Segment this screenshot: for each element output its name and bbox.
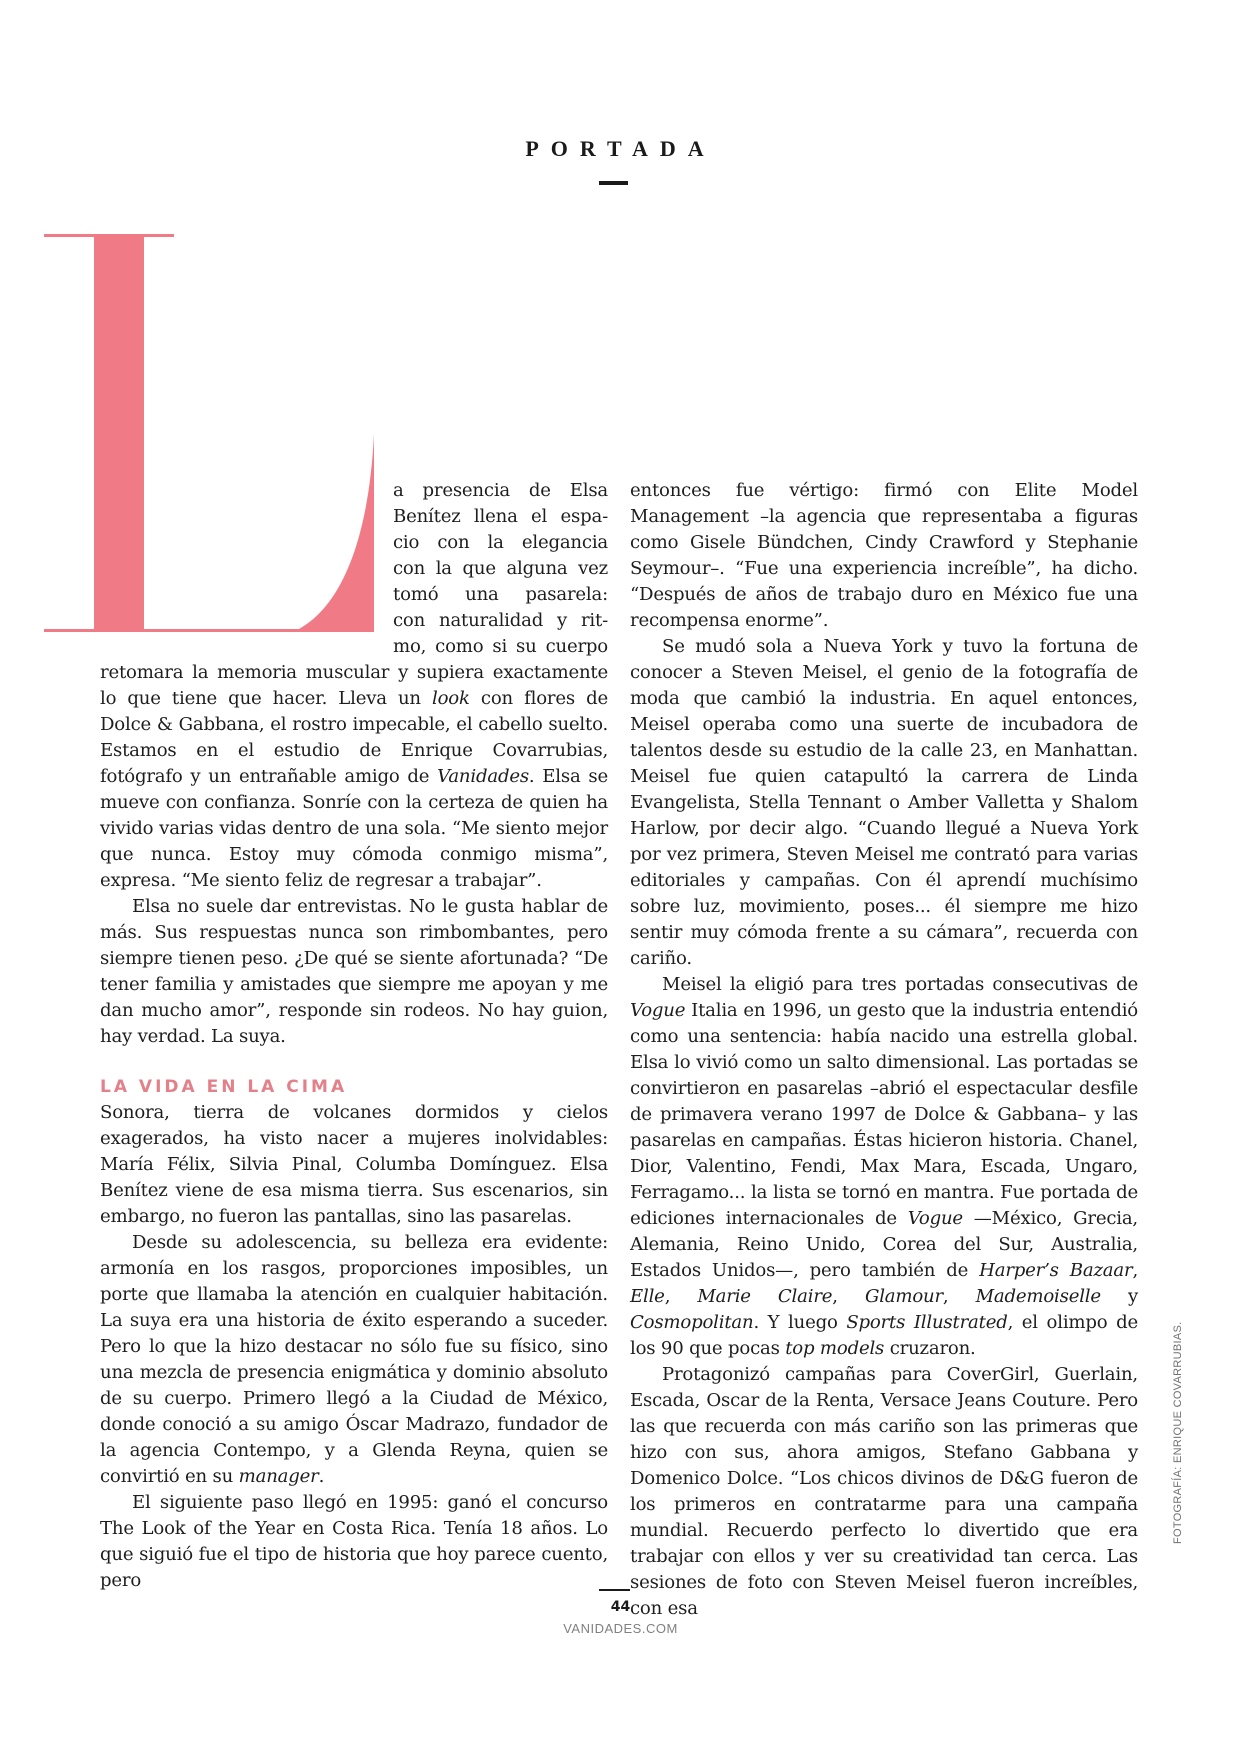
subhead: LA VIDA EN LA CIMA	[100, 1077, 348, 1097]
lead-line: mo, como si su cuerpo	[393, 636, 608, 657]
paragraph: Se mudó sola a Nueva York y tuvo la fortuna de conocer a Steven Meisel, el genio de la fotografía de moda que cambió la industria. En aquel entonces, Meisel operaba como una suerte de incubadora de talentos desde su estudio de la calle 23, en Manhattan. Meisel fue quien catapultó la carrera de Linda Evangelista, Stella Tennant o Amber Valletta y Shalom Harlow, por decir algo. “Cuando llegué a Nueva York por vez primera, Steven Meisel me contrató para varias editoriales y campañas. Con él aprendí muchísimo sobre luz, movimiento, poses... él siempre me hizo sentir muy cómoda frente a su cámara”, recuerda con cariño.	[630, 636, 1138, 969]
lead-line: tomó una pasarela:	[393, 584, 608, 605]
section-label: PORTADA	[525, 136, 716, 161]
paragraph: Elsa no suele dar entrevistas. No le gusta hablar de más. Sus respuestas nunca son rimbombantes, pero siempre tienen peso. ¿De qué se siente afortunada? “De tener familia y amistades que siempre me apoyan y me dan mucho amor”, responde sin rodeos. No hay guion, hay verdad. La suya.	[100, 896, 608, 1047]
lead-lines	[393, 478, 608, 660]
paragraph: Meisel la eligió para tres portadas consecutivas de Vogue Italia en 1996, un gesto que la industria entendió como una sentencia: había nacido una estrella global. Elsa lo vivió como un salto dimensional. Las portadas se convirtieron en pasarelas –abrió el espectacular desfile de primavera verano 1997 de Dolce & Gabbana– y las pasarelas en campañas. Éstas hicieron historia. Chanel, Dior, Valentino, Fendi, Max Mara, Escada, Ungaro, Ferragamo... la lista se tornó en mantra. Fue portada de ediciones internacionales de Vogue —México, Grecia, Alemania, Reino Unido, Corea del Sur, Australia, Estados Unidos—, pero también de Harper’s Bazaar, Elle, Marie Claire, Glamour, Mademoiselle y Cosmopolitan. Y luego Sports Illustrated, el olimpo de los 90 que pocas top models cruzaron.	[630, 974, 1139, 1359]
lead-line: con naturalidad y rit-	[393, 610, 608, 631]
paragraph: Sonora, tierra de volcanes dormidos y cielos exagerados, ha visto nacer a mujeres inolvidables: María Félix, Silvia Pinal, Columba Domínguez. Elsa Benítez viene de esa misma tierra. Sus escenarios, sin embargo, no fueron las pantallas, sino las pasarelas.	[100, 1102, 608, 1227]
photo-credit: FOTOGRAFÍA: ENRIQUE COVARRUBIAS.	[1172, 1321, 1184, 1544]
paragraph: El siguiente paso llegó en 1995: ganó el concurso The Look of the Year en Costa Rica. Tenía 18 años. Lo que siguió fue el tipo de historia que hoy parece cuento, pero	[100, 1492, 608, 1591]
page-number: 44	[610, 1599, 631, 1615]
section-rule	[599, 181, 628, 185]
lead-line: con la que alguna vez	[393, 558, 608, 579]
lead-line: Benítez llena el espa-	[393, 506, 608, 527]
paragraph: Desde su adolescencia, su belleza era evidente: armonía en los rasgos, proporciones imposibles, un porte que llamaba la atención en cualquier habitación. La suya era una historia de éxito esperando a suceder. Pero lo que la hizo destacar no sólo fue su físico, sino una mezcla de presencia enigmática y dominio absoluto de su cuerpo. Primero llegó a la Ciudad de México, donde conoció a su amigo Óscar Madrazo, fundador de la agencia Contempo, y a Glenda Reyna, quien se convirtió en su manager.	[100, 1232, 608, 1487]
paragraph: retomara la memoria muscular y supiera exactamente lo que tiene que hacer. Lleva un look con flores de Dolce & Gabbana, el rostro impecable, el cabello suelto. Estamos en el estudio de Enrique Covarrubias, fotógrafo y un entrañable amigo de Vanidades. Elsa se mueve con confianza. Sonríe con la certeza de quien ha vivido varias vidas dentro de una sola. “Me siento mejor que nunca. Estoy muy cómoda conmigo misma”, expresa. “Me siento feliz de regresar a trabajar”.	[100, 662, 609, 891]
paragraph: Protagonizó campañas para CoverGirl, Guerlain, Escada, Oscar de la Renta, Versace Jeans Couture. Pero las que recuerda con más cariño son las primeras que hizo con sus, ahora amigos, Stefano Gabbana y Domenico Dolce. “Los chicos divinos de D&G fueron de los primeros en contratarme para una campaña mundial. Recuerdo perfecto lo divertido que era trabajar con ellos y ver su creatividad tan cerca. Las sesiones de foto con Steven Meisel fueron increíbles, con esa	[630, 1364, 1138, 1619]
right-column	[630, 478, 1138, 1622]
left-column	[100, 478, 608, 1594]
site-url: VANIDADES.COM	[563, 1621, 678, 1636]
footer-rule	[599, 1589, 630, 1591]
lead-line: cio con la elegancia	[393, 532, 608, 553]
paragraph: entonces fue vértigo: firmó con Elite Model Management –la agencia que representaba a figuras como Gisele Bündchen, Cindy Crawford y Stephanie Seymour–. “Fue una experiencia increíble”, ha dicho. “Después de años de trabajo duro en México fue una recompensa enorme”.	[630, 480, 1138, 631]
lead-line: a presencia de Elsa	[393, 480, 608, 501]
